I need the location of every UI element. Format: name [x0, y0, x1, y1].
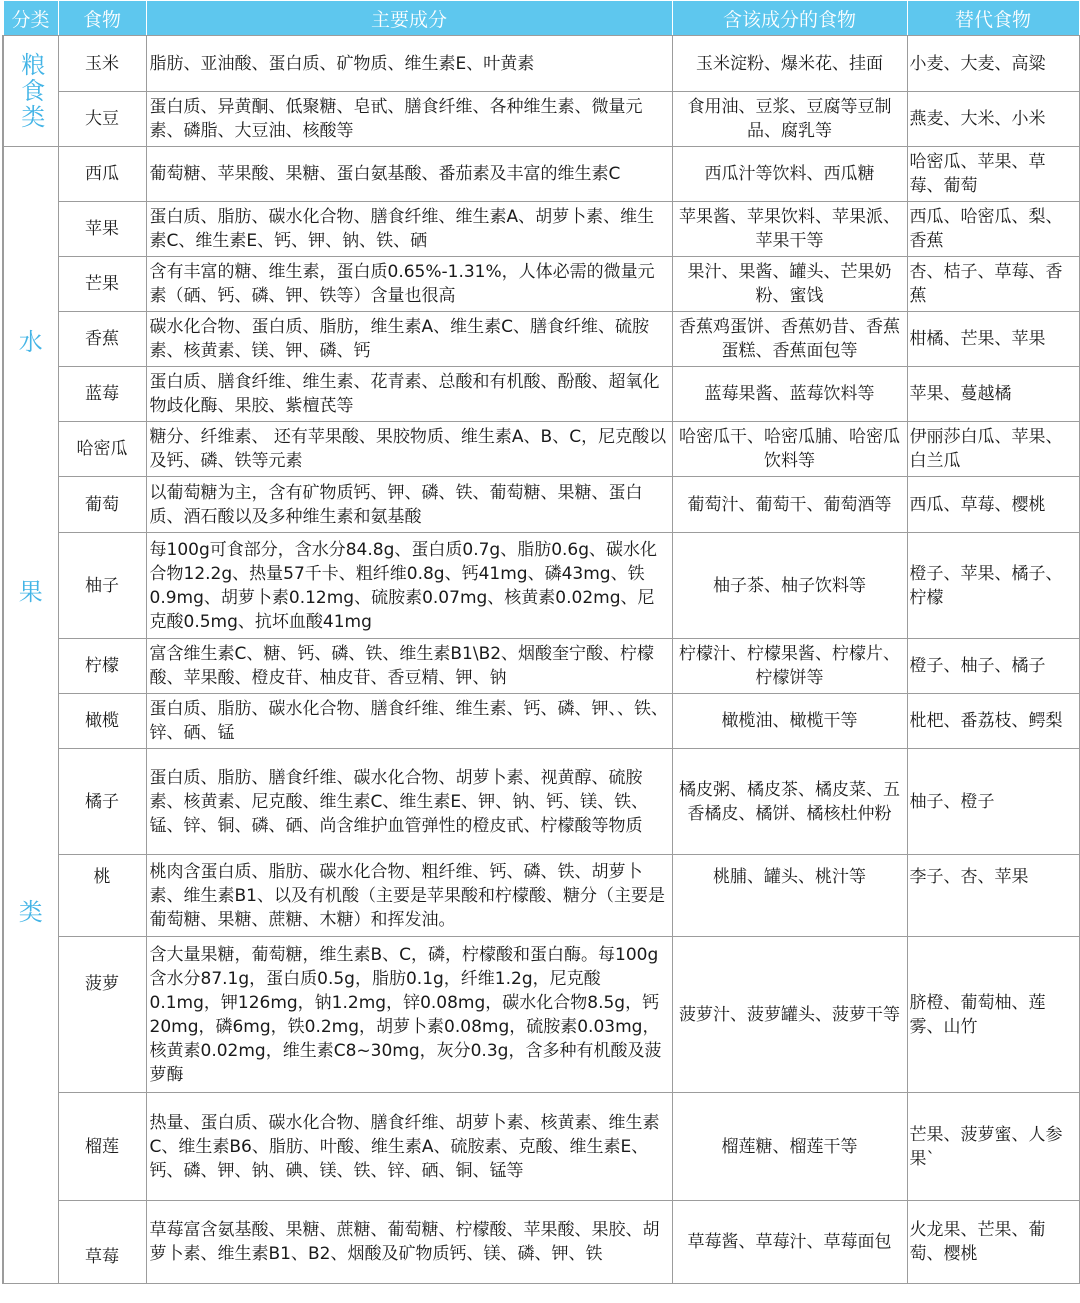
alternatives-cell: 柚子、橙子 [907, 749, 1079, 855]
products-cell: 葡萄汁、葡萄干、葡萄酒等 [672, 477, 907, 533]
ingredients-cell: 碳水化合物、蛋白质、脂肪，维生素A、维生素C、膳食纤维、硫胺素、核黄素、镁、钾、磷、钙 [146, 312, 672, 367]
alternatives-cell: 苹果、蔓越橘 [907, 367, 1079, 422]
ingredients-cell: 含有丰富的糖、维生素，蛋白质0.65%-1.31%，人体必需的微量元素（硒、钙、磷、钾、铁等）含量也很高 [146, 257, 672, 312]
alternatives-cell: 枇杷、番荔枝、鳄梨 [907, 694, 1079, 749]
food-name: 草莓 [58, 1201, 146, 1284]
products-cell: 果汁、果酱、罐头、芒果奶粉、蜜饯 [672, 257, 907, 312]
ingredients-cell: 蛋白质、脂肪、碳水化合物、膳食纤维、维生素、钙、磷、钾、、铁、锌、硒、锰 [146, 694, 672, 749]
table-row [3, 533, 1079, 639]
table-row [3, 147, 1079, 202]
food-name: 苹果 [58, 202, 146, 257]
ingredients-cell: 蛋白质、脂肪、膳食纤维、碳水化合物、胡萝卜素、视黄醇、硫胺素、核黄素、尼克酸、维生素C、维生素E、钾、钠、钙、镁、铁、锰、锌、铜、磷、硒、尚含维护血管弹性的橙皮甙、柠檬酸等物质 [146, 749, 672, 855]
food-name: 橄榄 [58, 694, 146, 749]
food-name: 蓝莓 [58, 367, 146, 422]
food-name: 榴莲 [58, 1093, 146, 1201]
table-row [3, 855, 1079, 937]
table-row [3, 312, 1079, 367]
products-cell: 蓝莓果酱、蓝莓饮料等 [672, 367, 907, 422]
food-name: 大豆 [58, 92, 146, 147]
food-name: 玉米 [58, 36, 146, 92]
table-row [3, 92, 1079, 147]
food-name: 柠檬 [58, 639, 146, 694]
header-row [3, 1, 1079, 36]
food-name: 香蕉 [58, 312, 146, 367]
food-name: 柚子 [58, 533, 146, 639]
alternatives-cell: 橙子、柚子、橘子 [907, 639, 1079, 694]
table-row [3, 202, 1079, 257]
food-name: 芒果 [58, 257, 146, 312]
food-name: 哈密瓜 [58, 422, 146, 477]
products-cell: 橘皮粥、橘皮茶、橘皮菜、五香橘皮、橘饼、橘核杜仲粉 [672, 749, 907, 855]
products-cell: 橄榄油、橄榄干等 [672, 694, 907, 749]
category-grain: 粮食类 [3, 36, 58, 147]
products-cell: 柚子茶、柚子饮料等 [672, 533, 907, 639]
ingredients-cell: 糖分、纤维素、 还有苹果酸、果胶物质、维生素A、B、C，尼克酸以及钙、磷、铁等元素 [146, 422, 672, 477]
ingredients-cell: 葡萄糖、苹果酸、果糖、蛋白氨基酸、番茄素及丰富的维生素C [146, 147, 672, 202]
ingredients-cell: 每100g可食部分，含水分84.8g、蛋白质0.7g、脂肪0.6g、碳水化合物12.2g、热量57千卡、粗纤维0.8g、钙41mg、磷43mg、铁0.9mg、胡萝卜素0.12mg、硫胺素0.07mg、核黄素0.02mg、尼克酸0.5mg、抗坏血酸41mg [146, 533, 672, 639]
category-fruit-char-2: 果 [18, 578, 43, 606]
food-ingredients-table [2, 0, 1080, 1284]
alternatives-cell: 李子、杏、苹果 [907, 855, 1079, 937]
table-row [3, 1201, 1079, 1284]
ingredients-cell: 蛋白质、膳食纤维、维生素、花青素、总酸和有机酸、酚酸、超氧化物歧化酶、果胶、紫檀芪等 [146, 367, 672, 422]
alternatives-cell: 脐橙、葡萄柚、莲雾、山竹 [907, 937, 1079, 1093]
ingredients-cell: 富含维生素C、糖、钙、磷、铁、维生素B1\B2、烟酸奎宁酸、柠檬酸、苹果酸、橙皮苷、柚皮苷、香豆精、钾、钠 [146, 639, 672, 694]
ingredients-cell: 蛋白质、异黄酮、低聚糖、皂甙、膳食纤维、各种维生素、微量元素、磷脂、大豆油、核酸等 [146, 92, 672, 147]
products-cell: 柠檬汁、柠檬果酱、柠檬片、柠檬饼等 [672, 639, 907, 694]
table-row [3, 937, 1079, 1093]
table-row [3, 422, 1079, 477]
ingredients-cell: 含大量果糖，葡萄糖，维生素B、C，磷，柠檬酸和蛋白酶。每100g含水分87.1g，蛋白质0.5g，脂肪0.1g，纤维1.2g，尼克酸0.1mg，钾126mg，钠1.2mg，锌0.08mg，碳水化合物8.5g，钙20mg，磷6mg，铁0.2mg，胡萝卜素0.08mg，硫胺素0.03mg，核黄素0.02mg，维生素C8~30mg，灰分0.3g，含多种有机酸及菠萝酶 [146, 937, 672, 1093]
alternatives-cell: 柑橘、芒果、苹果 [907, 312, 1079, 367]
ingredients-cell: 以葡萄糖为主，含有矿物质钙、钾、磷、铁、葡萄糖、果糖、蛋白质、酒石酸以及多种维生素和氨基酸 [146, 477, 672, 533]
food-name: 橘子 [58, 749, 146, 855]
ingredients-cell: 热量、蛋白质、碳水化合物、膳食纤维、胡萝卜素、核黄素、维生素C、维生素B6、脂肪、叶酸、维生素A、硫胺素、克酸、维生素E、钙、磷、钾、钠、碘、镁、铁、锌、硒、铜、锰等 [146, 1093, 672, 1201]
table-row [3, 257, 1079, 312]
products-cell: 榴莲糖、榴莲干等 [672, 1093, 907, 1201]
alternatives-cell: 小麦、大麦、高粱 [907, 36, 1079, 92]
category-fruit [3, 147, 58, 1284]
alternatives-cell: 燕麦、大米、小米 [907, 92, 1079, 147]
table-row [3, 1093, 1079, 1201]
ingredients-cell: 蛋白质、脂肪、碳水化合物、膳食纤维、维生素A、胡萝卜素、维生素C、维生素E、钙、钾、钠、铁、硒 [146, 202, 672, 257]
alternatives-cell: 伊丽莎白瓜、苹果、白兰瓜 [907, 422, 1079, 477]
alternatives-cell: 橙子、苹果、橘子、柠檬 [907, 533, 1079, 639]
header-ingredients: 主要成分 [146, 1, 672, 36]
food-name: 葡萄 [58, 477, 146, 533]
products-cell: 苹果酱、苹果饮料、苹果派、苹果干等 [672, 202, 907, 257]
table-row [3, 749, 1079, 855]
ingredients-cell: 桃肉含蛋白质、脂肪、碳水化合物、粗纤维、钙、磷、铁、胡萝卜素、维生素B1、以及有机酸（主要是苹果酸和柠檬酸、糖分（主要是葡萄糖、果糖、蔗糖、木糖）和挥发油。 [146, 855, 672, 937]
category-fruit-char-3: 类 [18, 898, 43, 926]
header-products: 含该成分的食物 [672, 1, 907, 36]
products-cell: 食用油、豆浆、豆腐等豆制品、腐乳等 [672, 92, 907, 147]
table-row [3, 36, 1079, 92]
alternatives-cell: 西瓜、哈密瓜、梨、香蕉 [907, 202, 1079, 257]
table-row [3, 367, 1079, 422]
header-alternatives: 替代食物 [907, 1, 1079, 36]
header-food: 食物 [58, 1, 146, 36]
food-name: 菠萝 [58, 937, 146, 1093]
table-row [3, 639, 1079, 694]
table-row [3, 477, 1079, 533]
alternatives-cell: 芒果、菠萝蜜、人参果` [907, 1093, 1079, 1201]
alternatives-cell: 西瓜、草莓、樱桃 [907, 477, 1079, 533]
products-cell: 菠萝汁、菠萝罐头、菠萝干等 [672, 937, 907, 1093]
products-cell: 香蕉鸡蛋饼、香蕉奶昔、香蕉蛋糕、香蕉面包等 [672, 312, 907, 367]
alternatives-cell: 哈密瓜、苹果、草莓、葡萄 [907, 147, 1079, 202]
alternatives-cell: 火龙果、芒果、葡萄、樱桃 [907, 1201, 1079, 1284]
header-category: 分类 [3, 1, 58, 36]
products-cell: 哈密瓜干、哈密瓜脯、哈密瓜饮料等 [672, 422, 907, 477]
products-cell: 玉米淀粉、爆米花、挂面 [672, 36, 907, 92]
alternatives-cell: 杏、桔子、草莓、香蕉 [907, 257, 1079, 312]
food-name: 桃 [58, 855, 146, 937]
category-fruit-char-1: 水 [18, 328, 43, 356]
products-cell: 草莓酱、草莓汁、草莓面包 [672, 1201, 907, 1284]
products-cell: 桃脯、罐头、桃汁等 [672, 855, 907, 937]
food-name: 西瓜 [58, 147, 146, 202]
table-row [3, 694, 1079, 749]
ingredients-cell: 脂肪、亚油酸、蛋白质、矿物质、维生素E、叶黄素 [146, 36, 672, 92]
products-cell: 西瓜汁等饮料、西瓜糖 [672, 147, 907, 202]
ingredients-cell: 草莓富含氨基酸、果糖、蔗糖、葡萄糖、柠檬酸、苹果酸、果胶、胡萝卜素、维生素B1、B2、烟酸及矿物质钙、镁、磷、钾、铁 [146, 1201, 672, 1284]
